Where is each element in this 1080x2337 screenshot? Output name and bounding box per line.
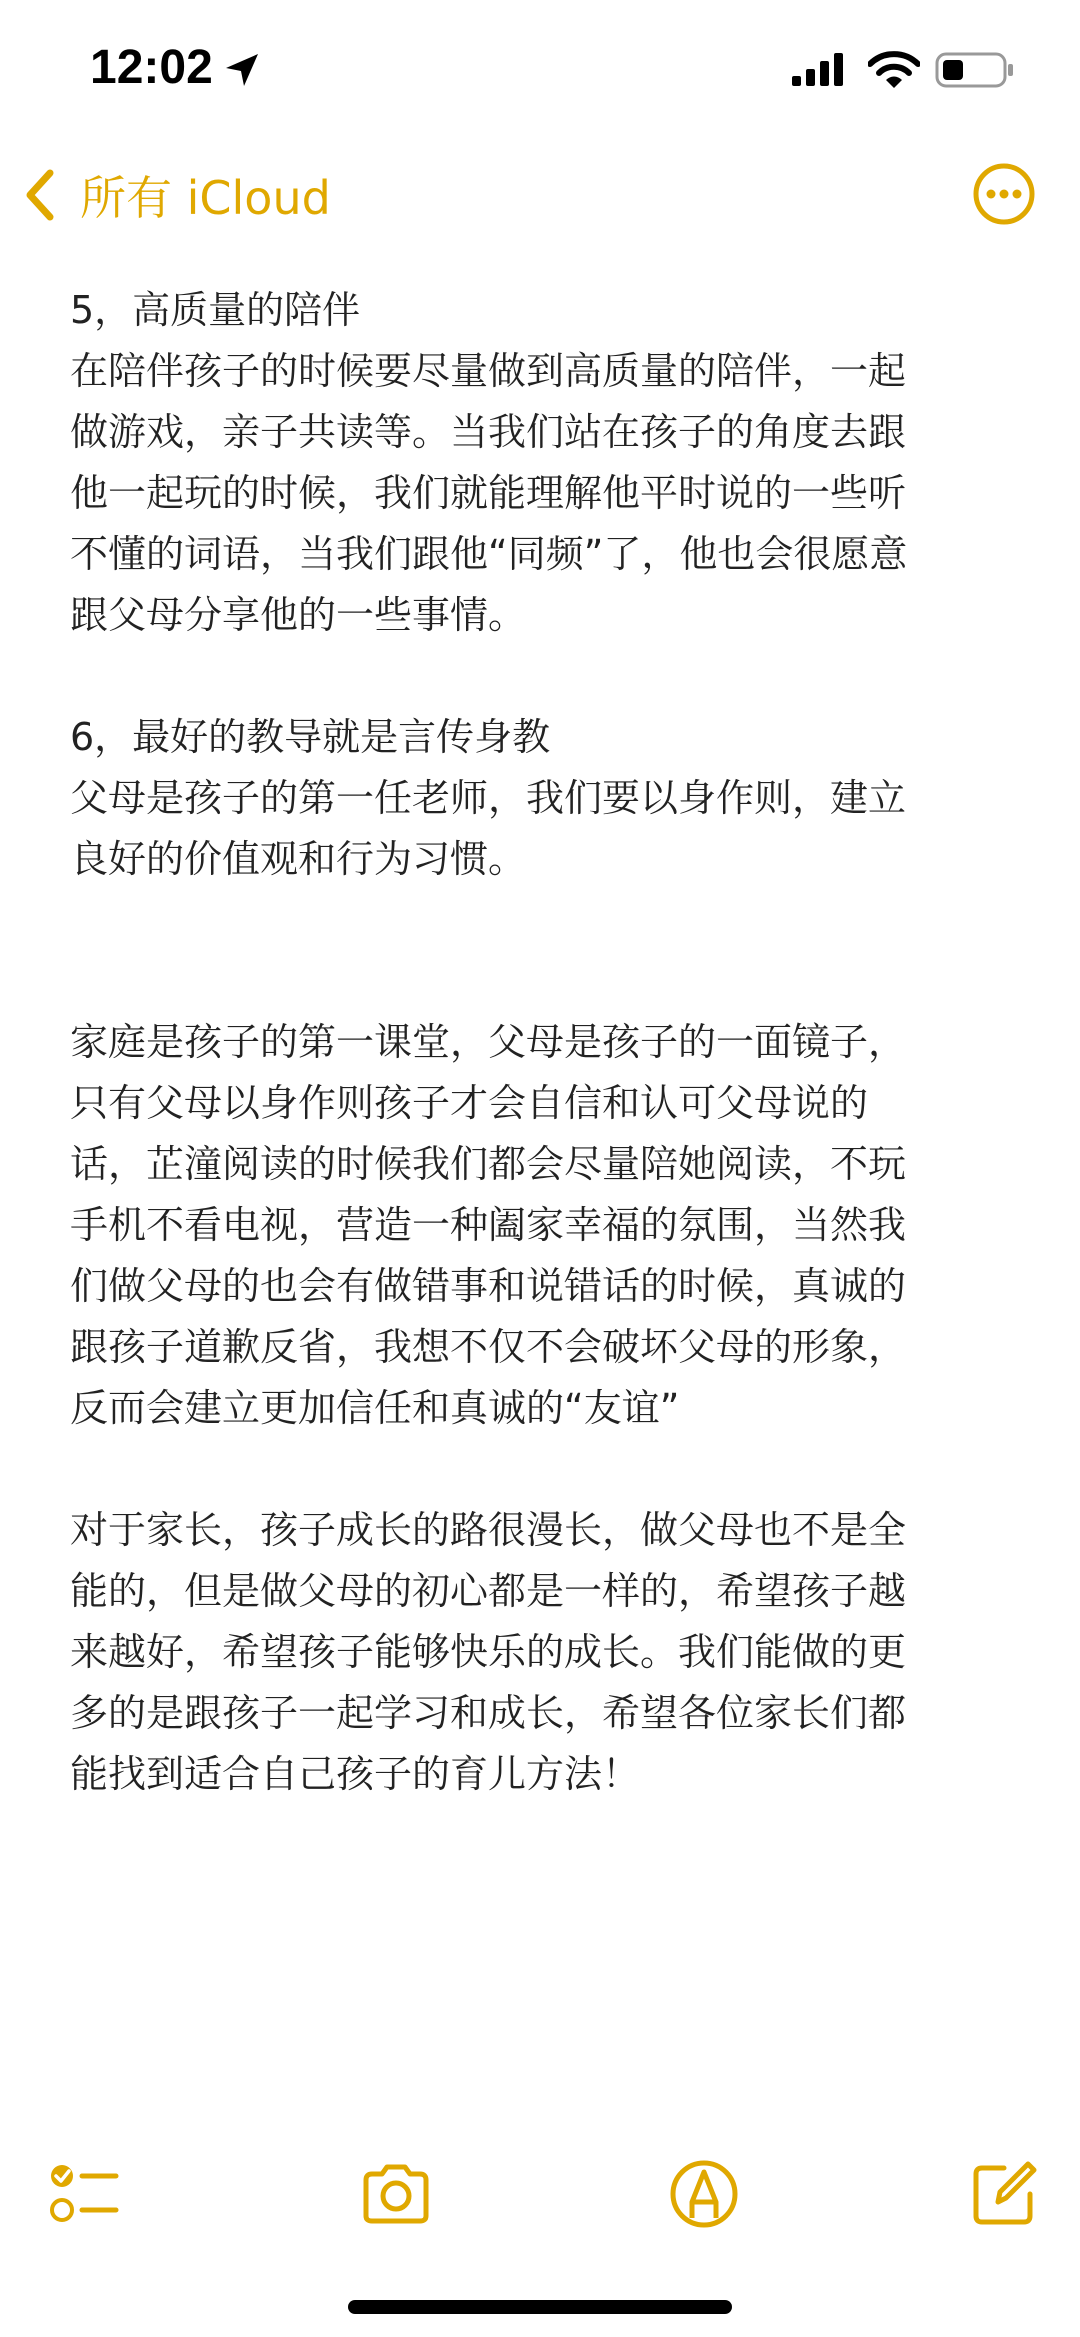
note-line: 对于家长，孩子成长的路很漫长，做父母也不是全 (70, 1508, 907, 1552)
battery-icon (935, 52, 1015, 88)
note-line: 做游戏，亲子共读等。当我们站在孩子的角度去跟 (70, 410, 907, 454)
note-blank-line (70, 646, 1020, 707)
note-line: 们做父母的也会有做错事和说错话的时候，真诚的 (70, 1264, 907, 1308)
markup-pen-icon[interactable] (668, 2158, 740, 2230)
chevron-left-icon (22, 167, 58, 223)
note-line: 他一起玩的时候，我们就能理解他平时说的一些听 (70, 471, 907, 515)
checklist-icon[interactable] (48, 2158, 120, 2230)
status-bar (0, 0, 1080, 150)
note-line: 多的是跟孩子一起学习和成长，希望各位家长们都 (70, 1691, 907, 1735)
note-line: 良好的价值观和行为习惯。 (70, 837, 527, 881)
nav-bar (0, 150, 1080, 240)
location-arrow-icon (222, 50, 262, 90)
bottom-toolbar (0, 2130, 1080, 2250)
note-line: 在陪伴孩子的时候要尽量做到高质量的陪伴，一起 (70, 349, 907, 393)
compose-icon[interactable] (968, 2158, 1040, 2230)
cellular-signal-icon (790, 52, 848, 88)
note-blank-line (70, 890, 1020, 951)
note-line: 父母是孩子的第一任老师，我们要以身作则，建立 (70, 776, 907, 820)
back-button[interactable] (22, 160, 331, 230)
note-line: 跟孩子道歉反省，我想不仅不会破坏父母的形象， (70, 1325, 907, 1369)
back-label: 所有 iCloud (80, 171, 331, 225)
note-line: 来越好，希望孩子能够快乐的成长。我们能做的更 (70, 1630, 907, 1674)
note-line: 反而会建立更加信任和真诚的“友谊” (70, 1386, 680, 1430)
note-blank-line (70, 951, 1020, 1012)
note-line: 话，芷潼阅读的时候我们都会尽量陪她阅读，不玩 (70, 1142, 907, 1186)
note-body[interactable] (70, 280, 1020, 1805)
note-line: 6，最好的教导就是言传身教 (70, 715, 551, 759)
note-line: 5，高质量的陪伴 (70, 288, 361, 332)
camera-icon[interactable] (360, 2158, 432, 2230)
status-time: 12:02 (90, 41, 213, 94)
note-line: 能的，但是做父母的初心都是一样的，希望孩子越 (70, 1569, 907, 1613)
note-line: 家庭是孩子的第一课堂，父母是孩子的一面镜子， (70, 1020, 907, 1064)
note-line: 能找到适合自己孩子的育儿方法！ (70, 1752, 641, 1796)
note-blank-line (70, 1439, 1020, 1500)
ellipsis-circle-icon[interactable] (972, 162, 1036, 226)
note-line: 跟父母分享他的一些事情。 (70, 593, 527, 637)
home-indicator (348, 2300, 732, 2314)
wifi-icon (868, 50, 920, 90)
note-line: 不懂的词语，当我们跟他“同频”了，他也会很愿意 (70, 532, 908, 576)
note-line: 只有父母以身作则孩子才会自信和认可父母说的 (70, 1081, 869, 1125)
note-line: 手机不看电视，营造一种阖家幸福的氛围，当然我 (70, 1203, 907, 1247)
